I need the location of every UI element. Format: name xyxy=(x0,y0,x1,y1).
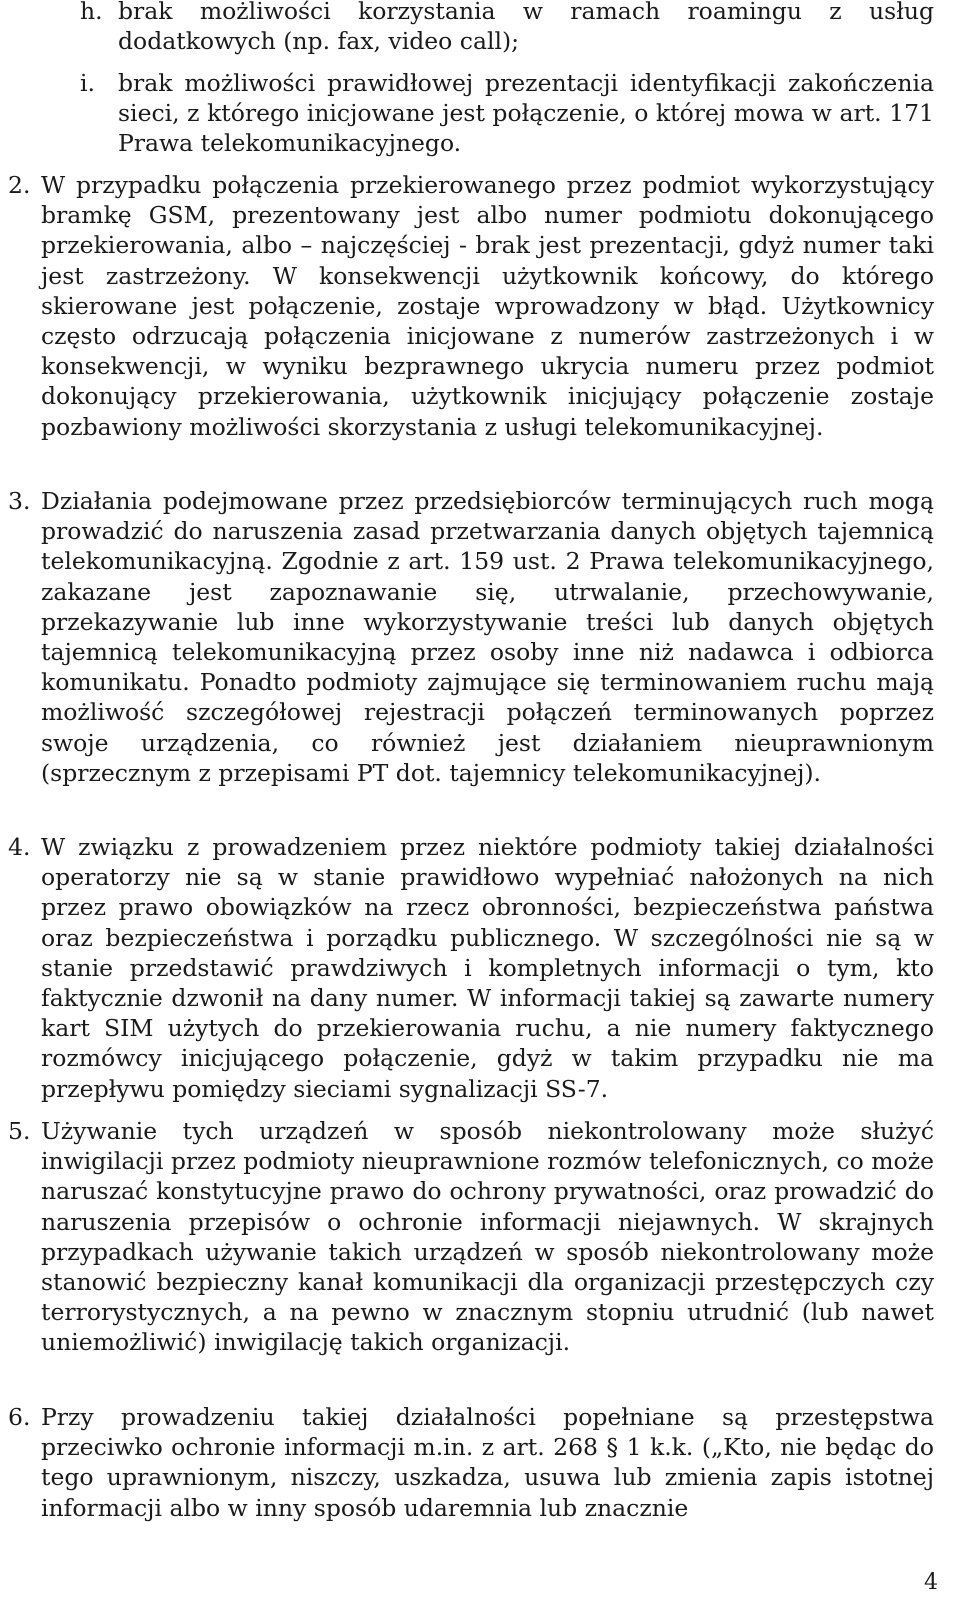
paragraph-number: 2. xyxy=(8,171,31,199)
list-marker: h. xyxy=(80,0,103,25)
paragraph-number: 4. xyxy=(8,833,31,861)
numbered-paragraph-4 xyxy=(8,832,934,1104)
page-number: 4 xyxy=(924,1570,938,1595)
paragraph-text: W związku z prowadzeniem przez niektóre podmioty takiej działalności operatorzy nie są w stanie prawidłowo wypełniać nałożonych na nich przez prawo obowiązków na rzecz obronności, bezpieczeństwa państwa oraz bezpieczeństwa i porządku publicznego. W szczególności nie są w stanie przedstawić prawdziwych i kompletnych informacji o tym, kto faktycznie dzwonił na dany numer. W informacji takiej są zawarte numery kart SIM użytych do przekierowania ruchu, a nie numery faktycznego rozmówcy inicjującego połączenie, gdyż w takim przypadku nie ma przepływu pomiędzy sieciami sygnalizacji SS-7. xyxy=(41,833,934,1103)
list-marker: i. xyxy=(80,69,95,97)
paragraph-number: 3. xyxy=(8,487,31,515)
list-item-text: brak możliwości prawidłowej prezentacji identyfikacji zakończenia sieci, z którego inicjowane jest połączenie, o której mowa w art. 171 Prawa telekomunikacyjnego. xyxy=(118,69,934,158)
numbered-paragraph-2 xyxy=(8,170,934,442)
paragraph-text: Używanie tych urządzeń w sposób niekontrolowany może służyć inwigilacji przez podmioty nieuprawnione rozmów telefonicznych, co może naruszać konstytucyjne prawo do ochrony prywatności, oraz prowadzić do naruszenia przepisów o ochronie informacji niejawnych. W skrajnych przypadkach używanie takich urządzeń w sposób niekontrolowany może stanowić bezpieczny kanał komunikacji dla organizacji przestępczych czy terrorystycznych, a na pewno w znacznym stopniu utrudnić (lub nawet uniemożliwić) inwigilację takich organizacji. xyxy=(41,1117,934,1357)
paragraph-text: W przypadku połączenia przekierowanego przez podmiot wykorzystujący bramkę GSM, prezentowany jest albo numer podmiotu dokonującego przekierowania, albo – najczęściej - brak jest prezentacji, gdyż numer taki jest zastrzeżony. W konsekwencji użytkownik końcowy, do którego skierowane jest połączenie, zostaje wprowadzony w błąd. Użytkownicy często odrzucają połączenia inicjowane z numerów zastrzeżonych i w konsekwencji, w wyniku bezprawnego ukrycia numeru przez podmiot dokonujący przekierowania, użytkownik inicjujący połączenie zostaje pozbawiony możliwości skorzystania z usługi telekomunikacyjnej. xyxy=(41,171,934,441)
paragraph-number: 6. xyxy=(8,1403,31,1431)
list-item-i xyxy=(80,68,934,159)
paragraph-number: 5. xyxy=(8,1117,31,1145)
paragraph-text: Przy prowadzeniu takiej działalności popełniane są przestępstwa przeciwko ochronie informacji m.in. z art. 268 § 1 k.k. („Kto, nie będąc do tego uprawnionym, niszczy, uszkadza, usuwa lub zmienia zapis istotnej informacji albo w inny sposób udaremnia lub znacznie xyxy=(41,1403,934,1522)
numbered-paragraph-6 xyxy=(8,1402,934,1523)
paragraph-text: Działania podejmowane przez przedsiębiorców terminujących ruch mogą prowadzić do naruszenia zasad przetwarzania danych objętych tajemnicą telekomunikacyjną. Zgodnie z art. 159 ust. 2 Prawa telekomunikacyjnego, zakazane jest zapoznawanie się, utrwalanie, przechowywanie, przekazywanie lub inne wykorzystywanie treści lub danych objętych tajemnicą telekomunikacyjną przez osoby inne niż nadawca i odbiorca komunikatu. Ponadto podmioty zajmujące się terminowaniem ruchu mają możliwość szczegółowej rejestracji połączeń terminowanych poprzez swoje urządzenia, co również jest działaniem nieuprawnionym (sprzecznym z przepisami PT dot. tajemnicy telekomunikacyjnej). xyxy=(41,487,934,787)
list-item-h xyxy=(80,0,934,56)
numbered-paragraph-5 xyxy=(8,1116,934,1358)
numbered-paragraph-3 xyxy=(8,486,934,788)
list-item-text: brak możliwości korzystania w ramach roamingu z usług dodatkowych (np. fax, video call); xyxy=(118,0,934,56)
